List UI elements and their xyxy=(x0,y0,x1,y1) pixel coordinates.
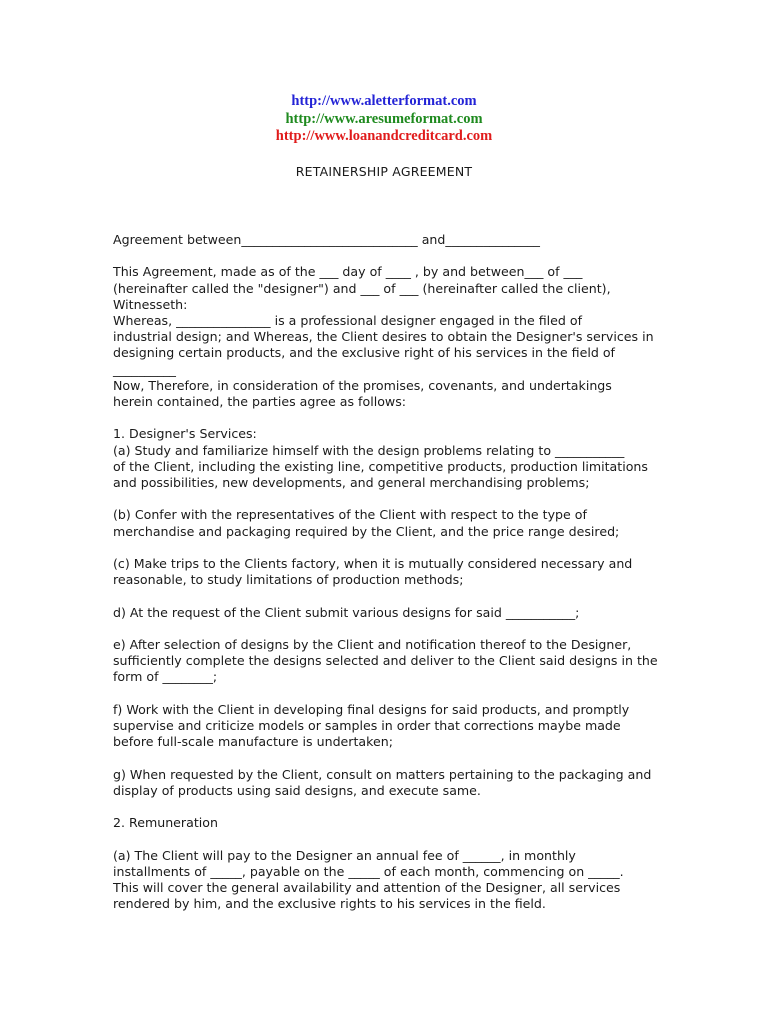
remuneration-clause-a: (a) The Client will pay to the Designer an annual fee of ______, in monthly installments of _____, payable on the _____ of each month, commencing on _____. This will cover the general availability and attention of the Designer, all services rendered by him, and the exclusive rights to his services in the field. xyxy=(113,847,624,912)
section-heading-designers-services: 1. Designer's Services: xyxy=(113,426,257,442)
clause-d: d) At the request of the Client submit various designs for said ___________; xyxy=(113,604,580,620)
now-therefore-clause: Now, Therefore, in consideration of the promises, covenants, and undertakings herein contained, the parties agree as follows: xyxy=(113,377,612,410)
clause-c: (c) Make trips to the Clients factory, when it is mutually considered necessary and reasonable, to study limitations of production methods; xyxy=(113,556,633,588)
agreement-parties-line: Agreement between____________________________ and_______________ xyxy=(113,232,540,247)
agreement-body xyxy=(113,232,663,929)
header-link-aletterformat[interactable]: http://www.aletterformat.com xyxy=(291,93,477,109)
clause-g: g) When requested by the Client, consult on matters pertaining to the packaging and display of products using said designs, and execute same. xyxy=(113,766,652,798)
document-title: RETAINERSHIP AGREEMENT xyxy=(295,164,473,179)
header-link-loanandcreditcard[interactable]: http://www.loanandcreditcard.com xyxy=(275,128,493,144)
header-link-aresumeformat[interactable]: http://www.aresumeformat.com xyxy=(285,110,483,127)
agreement-preamble: This Agreement, made as of the ___ day of ____ , by and between___ of ___ (hereinafter called the "designer") and ___ of ___ (hereinafter called the client), Witnesseth: xyxy=(113,264,611,312)
clause-a: (a) Study and familiarize himself with the design problems relating to ___________ of the Client, including the existing line, competitive products, production limitations and possibilities, new developments, and general merchandising problems; xyxy=(113,442,648,491)
clause-b: (b) Confer with the representatives of the Client with respect to the type of merchandise and packaging required by the Client, and the price range desired; xyxy=(113,507,620,539)
clause-e: e) After selection of designs by the Client and notification thereof to the Designer, sufficiently complete the designs selected and deliver to the Client said designs in the form of ________; xyxy=(113,636,658,685)
section-heading-remuneration: 2. Remuneration xyxy=(113,815,218,831)
whereas-clause: Whereas, _______________ is a professional designer engaged in the filed of industrial design; and Whereas, the Client desires to obtain the Designer's services in designing certain products, and the exclusive right of his services in the field of __________ xyxy=(113,313,654,377)
header-links xyxy=(0,93,768,146)
clause-f: f) Work with the Client in developing final designs for said products, and promptly supervise and criticize models or samples in order that corrections maybe made before full-scale manufacture is undertaken; xyxy=(113,701,630,750)
